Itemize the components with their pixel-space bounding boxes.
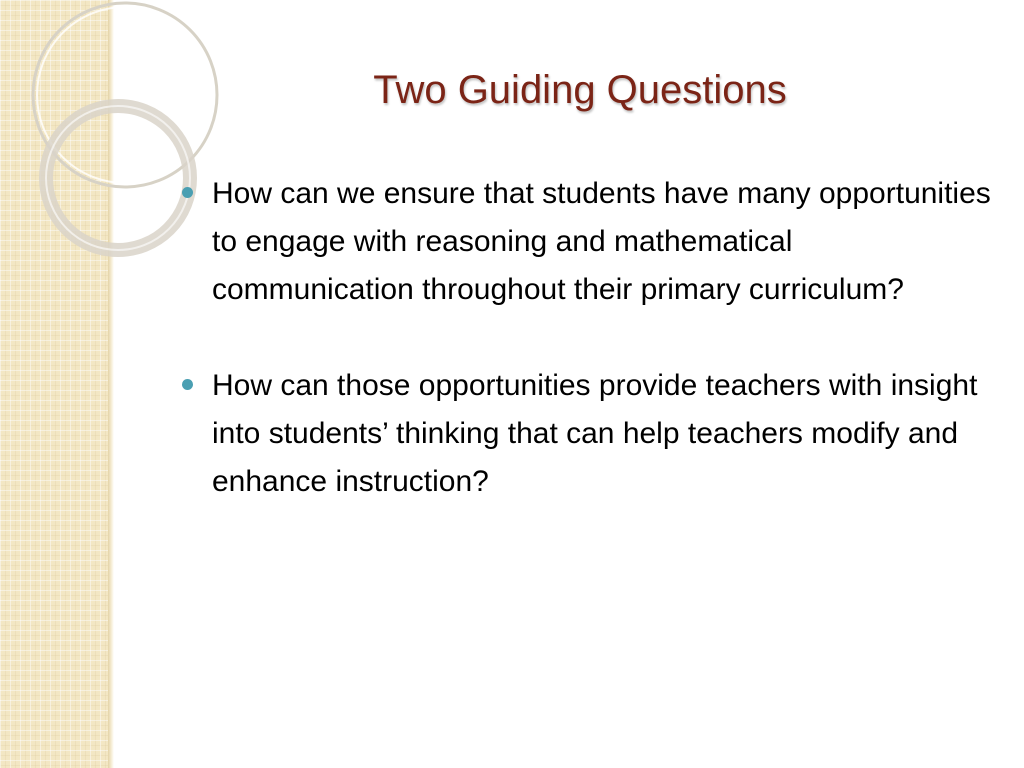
bullet-text: How can we ensure that students have many opportunities to engage with reasoning and mathematical communication throughout their primary curriculum?	[212, 177, 991, 306]
decorative-rings	[0, 0, 160, 260]
bullet-item	[176, 170, 996, 314]
slide-title: Two Guiding Questions	[373, 68, 787, 112]
bullet-marker-icon	[182, 187, 193, 198]
bullet-text: How can those opportunities provide teachers with insight into students’ thinking that can help teachers modify and enhance instruction?	[212, 369, 978, 498]
bullet-marker-icon	[182, 379, 193, 390]
bullet-item	[176, 362, 996, 506]
bullet-list	[176, 170, 996, 554]
